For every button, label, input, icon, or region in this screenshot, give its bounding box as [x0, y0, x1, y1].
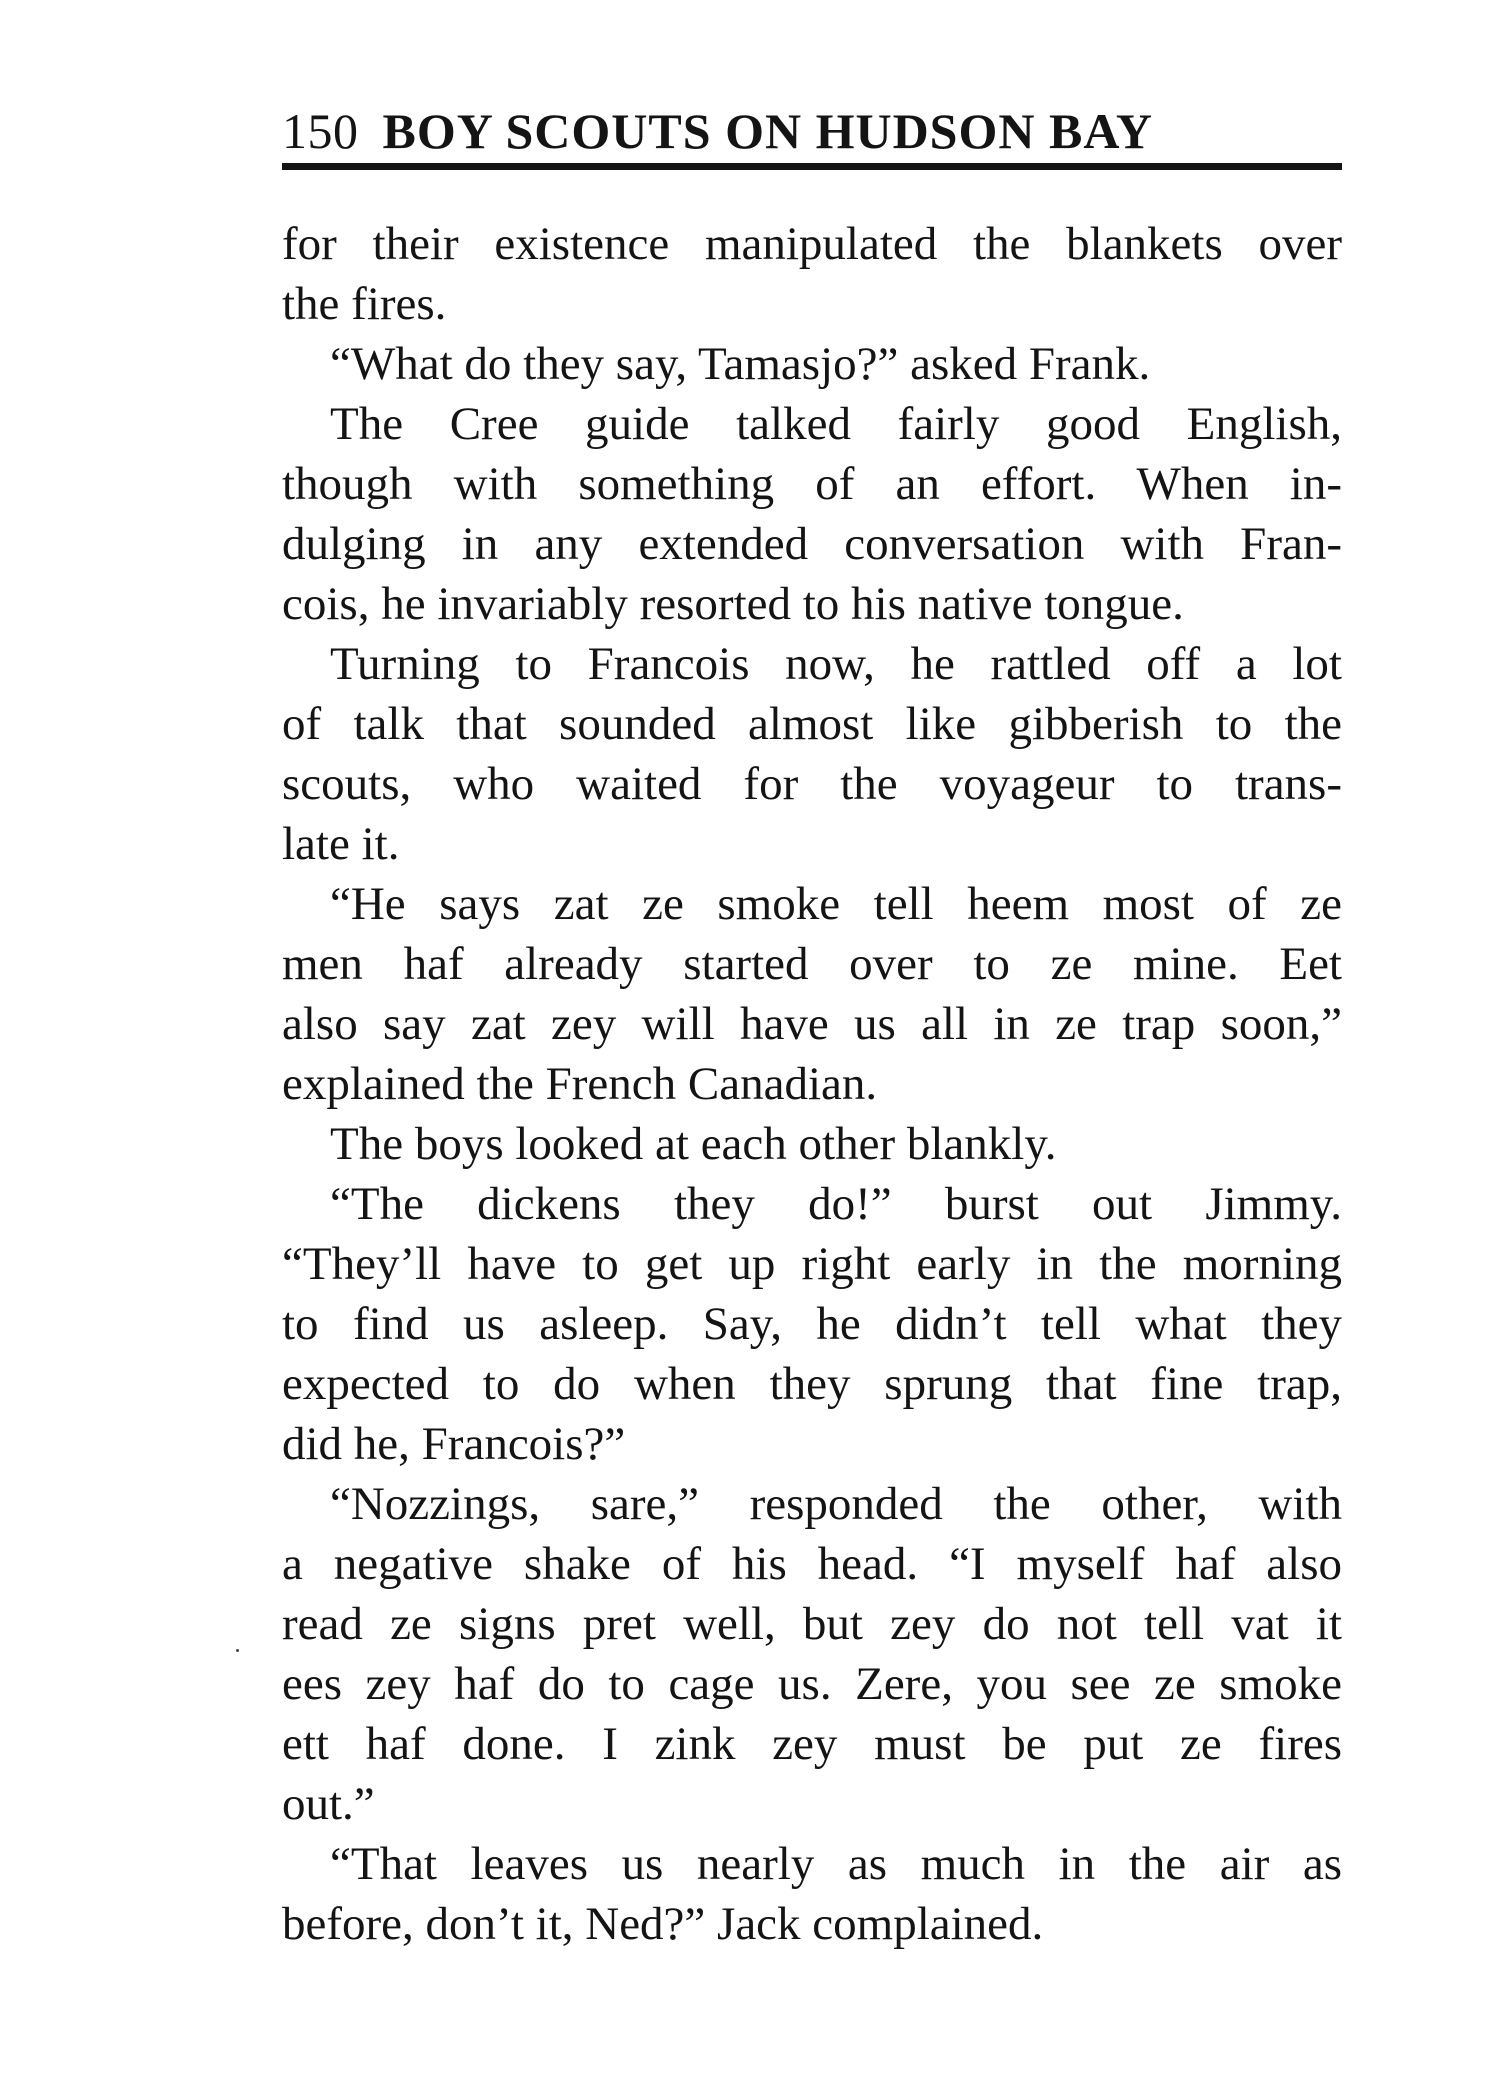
print-speck: [236, 1649, 239, 1652]
text-line: read ze signs pret well, but zey do not tell vat it: [282, 1598, 1342, 1650]
text-line: late it.: [282, 818, 400, 870]
text-line: cois, he invariably resorted to his native tongue.: [282, 578, 1184, 630]
text-line: for their existence manipulated the blankets over: [282, 218, 1342, 270]
text-line: scouts, who waited for the voyageur to trans-: [282, 758, 1342, 810]
body-text: [282, 214, 1342, 1954]
text-line: Turning to Francois now, he rattled off a lot: [330, 638, 1342, 690]
text-line: dulging in any extended conversation with Fran-: [282, 518, 1342, 570]
page-number: 150: [282, 103, 359, 159]
text-line: The boys looked at each other blankly.: [330, 1118, 1057, 1170]
text-line: to find us asleep. Say, he didn’t tell what they: [282, 1298, 1342, 1350]
header-rule: [282, 163, 1342, 170]
text-line: of talk that sounded almost like gibberish to the: [282, 698, 1342, 750]
text-line: did he, Francois?”: [282, 1418, 626, 1470]
text-line: “That leaves us nearly as much in the air as: [330, 1838, 1342, 1890]
book-title: BOY SCOUTS ON HUDSON BAY: [382, 103, 1153, 159]
text-line: The Cree guide talked fairly good English,: [330, 398, 1342, 450]
text-line: explained the French Canadian.: [282, 1058, 878, 1110]
text-line: “They’ll have to get up right early in the morning: [282, 1238, 1342, 1290]
text-line: “The dickens they do!” burst out Jimmy.: [330, 1178, 1342, 1230]
text-line: also say zat zey will have us all in ze trap soon,”: [282, 998, 1342, 1050]
running-head: [282, 100, 1342, 162]
text-line: ett haf done. I zink zey must be put ze fires: [282, 1718, 1342, 1770]
text-line: out.”: [282, 1778, 375, 1830]
text-line: the fires.: [282, 278, 447, 330]
text-line: a negative shake of his head. “I myself haf also: [282, 1538, 1342, 1590]
text-line: expected to do when they sprung that fine trap,: [282, 1358, 1342, 1410]
text-line: “Nozzings, sare,” responded the other, with: [330, 1478, 1342, 1530]
text-line: ees zey haf do to cage us. Zere, you see ze smoke: [282, 1658, 1342, 1710]
text-line: men haf already started over to ze mine. Eet: [282, 938, 1342, 990]
text-line: “He says zat ze smoke tell heem most of ze: [330, 878, 1342, 930]
text-line: “What do they say, Tamasjo?” asked Frank.: [330, 338, 1151, 390]
text-line: though with something of an effort. When in-: [282, 458, 1342, 510]
text-line: before, don’t it, Ned?” Jack complained.: [282, 1898, 1044, 1950]
